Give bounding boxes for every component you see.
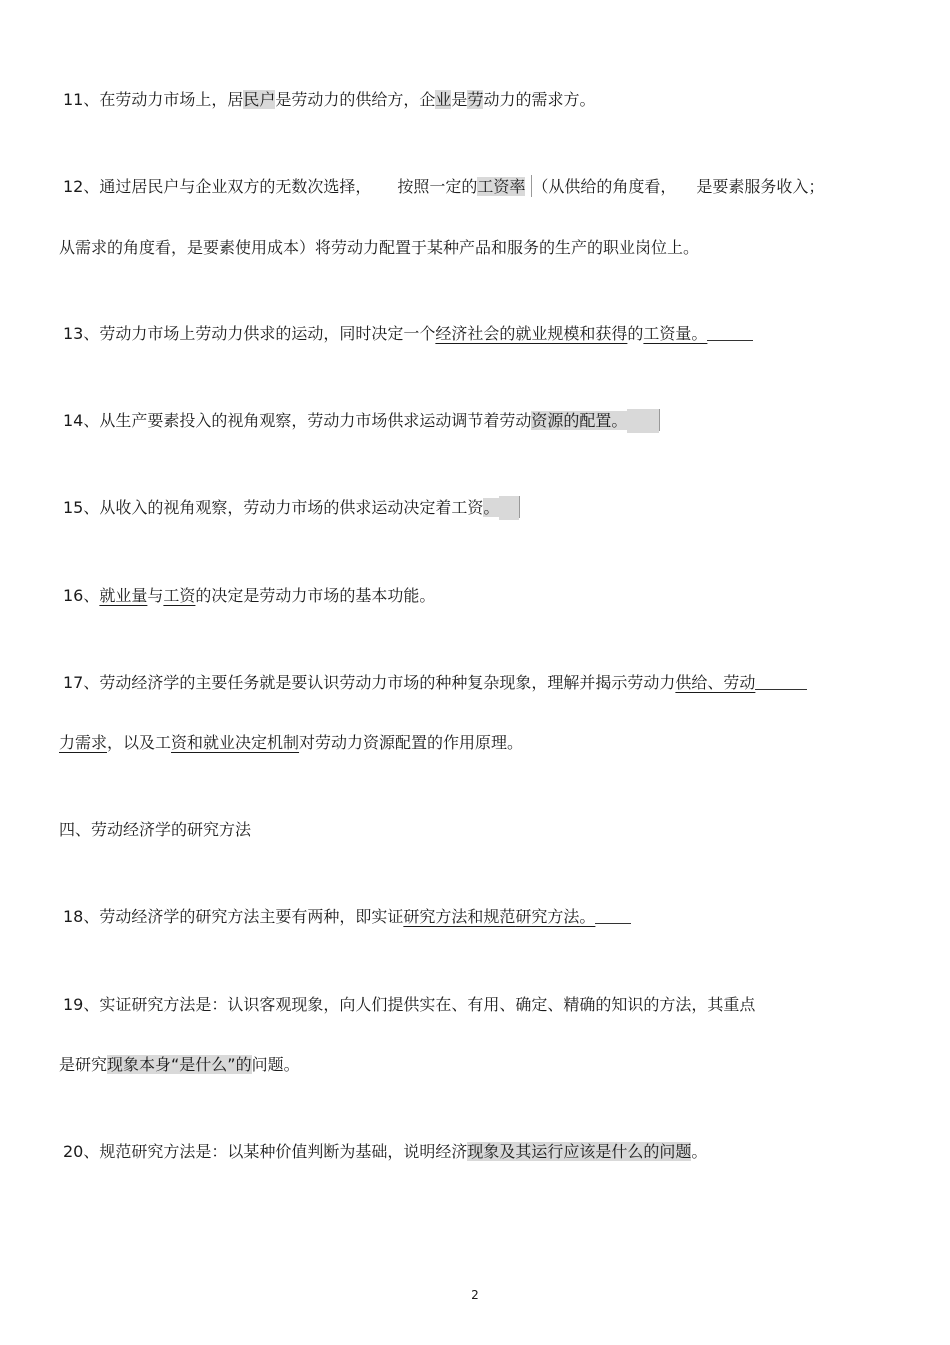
question-12-line-2: 从需求的角度看，是要素使用成本）将劳动力配置于某种产品和服务的生产的职业岗位上。 xyxy=(59,238,700,257)
question-19-line-1: 19、实证研究方法是：认识客观现象，向人们提供实在、有用、确定、精确的知识的方法，其重点 xyxy=(63,995,756,1014)
underlined-answer: 工资 xyxy=(163,586,196,605)
divider xyxy=(659,409,660,431)
underlined-answer: 研究方法和规范 xyxy=(403,907,516,926)
question-18: 18、劳动经济学的研究方法主要有两种，即实证研究方法和规范研究方法。 xyxy=(63,905,631,929)
highlight-blank xyxy=(499,496,519,520)
underlined-answer: 经济社会的就业规模和获得 xyxy=(435,324,628,343)
highlight: 民户 xyxy=(243,90,276,109)
underlined-answer: 就业量 xyxy=(99,586,148,605)
underlined-answer: 研究方法。 xyxy=(515,907,596,926)
highlight: 业 xyxy=(435,90,452,109)
highlight: 现象本身“是什么”的 xyxy=(107,1055,252,1074)
answer-blank xyxy=(755,671,807,690)
highlight: 。 xyxy=(483,498,500,517)
question-13: 13、劳动力市场上劳动力供求的运动，同时决定一个经济社会的就业规模和获得的工资量。 xyxy=(63,322,753,346)
question-11: 11、在劳动力市场上，居民户是劳动力的供给方，企业是劳动力的需求方。 xyxy=(63,90,596,109)
highlight-blank xyxy=(627,409,659,433)
divider xyxy=(519,496,520,518)
question-17-line-2: 力需求，以及工资和就业决定机制对劳动力资源配置的作用原理。 xyxy=(59,733,524,752)
question-15: 15、从收入的视角观察，劳动力市场的供求运动决定着工资。 xyxy=(63,496,520,520)
highlight: 现象及其运行应该是什么的问题 xyxy=(467,1142,692,1161)
underlined-answer: 资和就业决定机制 xyxy=(171,733,300,752)
answer-blank xyxy=(707,322,753,341)
question-17-line-1: 17、劳动经济学的主要任务就是要认识劳动力市场的种种复杂现象，理解并揭示劳动力供给、劳动 xyxy=(63,671,807,695)
highlight: 工资率 xyxy=(477,177,526,196)
underlined-answer: 力需求 xyxy=(59,733,108,752)
underlined-answer: 供给、劳动 xyxy=(675,673,756,692)
section-heading: 四、劳动经济学的研究方法 xyxy=(59,820,252,839)
question-16: 16、就业量与工资的决定是劳动力市场的基本功能。 xyxy=(63,586,436,605)
underlined-answer: 工资量。 xyxy=(643,324,708,343)
page-number: 2 xyxy=(471,1288,479,1302)
answer-blank xyxy=(595,905,631,924)
question-14: 14、从生产要素投入的视角观察，劳动力市场供求运动调节着劳动资源的配置。 xyxy=(63,409,660,433)
highlight: 劳 xyxy=(467,90,484,109)
question-19-line-2: 是研究现象本身“是什么”的问题。 xyxy=(59,1055,300,1074)
highlight: 资源的配置。 xyxy=(531,411,628,430)
question-20: 20、规范研究方法是：以某种价值判断为基础，说明经济现象及其运行应该是什么的问题。 xyxy=(63,1142,708,1161)
question-12-line-1: 12、通过居民户与企业双方的无数次选择， 按照一定的工资率 （从供给的角度看， 是要素服务收入； xyxy=(63,177,825,196)
